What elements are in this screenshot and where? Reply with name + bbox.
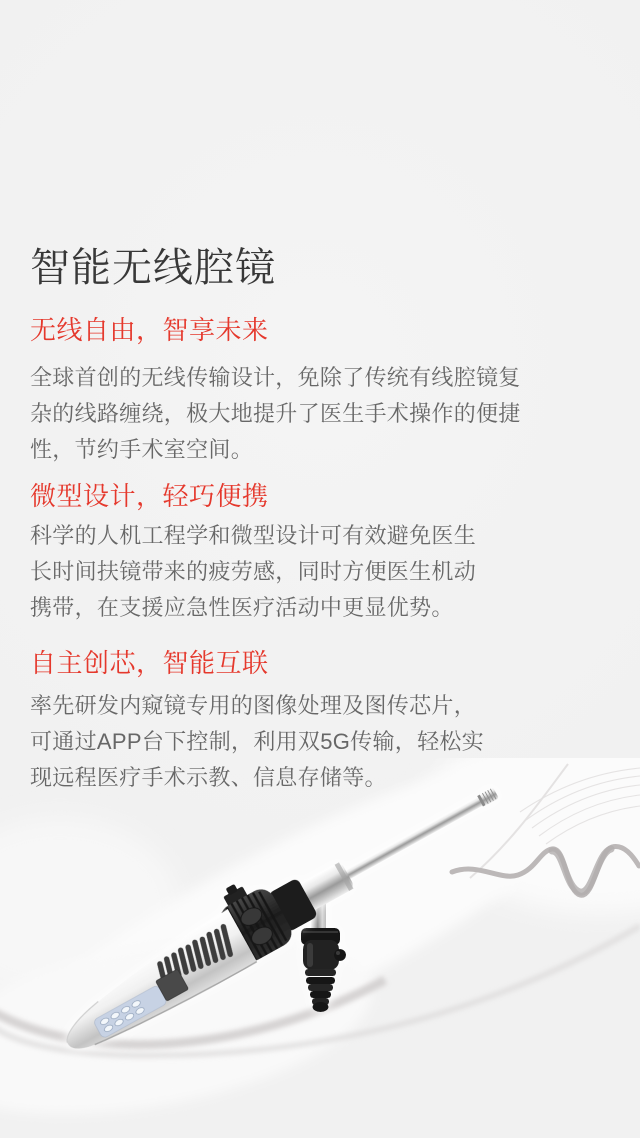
- endoscope-product-image: [0, 758, 640, 1138]
- section-paragraph-compact-design: [30, 518, 530, 626]
- paragraph-line: 可通过APP台下控制，利用双5G传输，轻松实: [30, 729, 484, 754]
- paragraph-line: 长时间扶镜带来的疲劳感，同时方便医生机动: [30, 559, 477, 584]
- paragraph-line: 科学的人机工程学和微型设计可有效避免医生: [30, 523, 477, 548]
- section-heading-smart-chip: 自主创芯，智能互联: [30, 648, 269, 678]
- paragraph-line: 现远程医疗手术示教、信息存储等。: [30, 765, 387, 790]
- paragraph-line: 杂的线路缠绕，极大地提升了医生手术操作的便捷: [30, 401, 521, 426]
- paragraph-line: 携带，在支援应急性医疗活动中更显优势。: [30, 595, 454, 620]
- section-heading-wireless-freedom: 无线自由，智享未来: [30, 315, 269, 345]
- paragraph-line: 性，节约手术室空间。: [30, 437, 254, 462]
- section-heading-compact-design: 微型设计，轻巧便携: [30, 481, 269, 511]
- section-paragraph-wireless-freedom: [30, 360, 530, 468]
- paragraph-line: 率先研发内窥镜专用的图像处理及图传芯片，: [30, 693, 477, 718]
- page-title: 智能无线腔镜: [30, 246, 276, 290]
- paragraph-line: 全球首创的无线传输设计，免除了传统有线腔镜复: [30, 365, 521, 390]
